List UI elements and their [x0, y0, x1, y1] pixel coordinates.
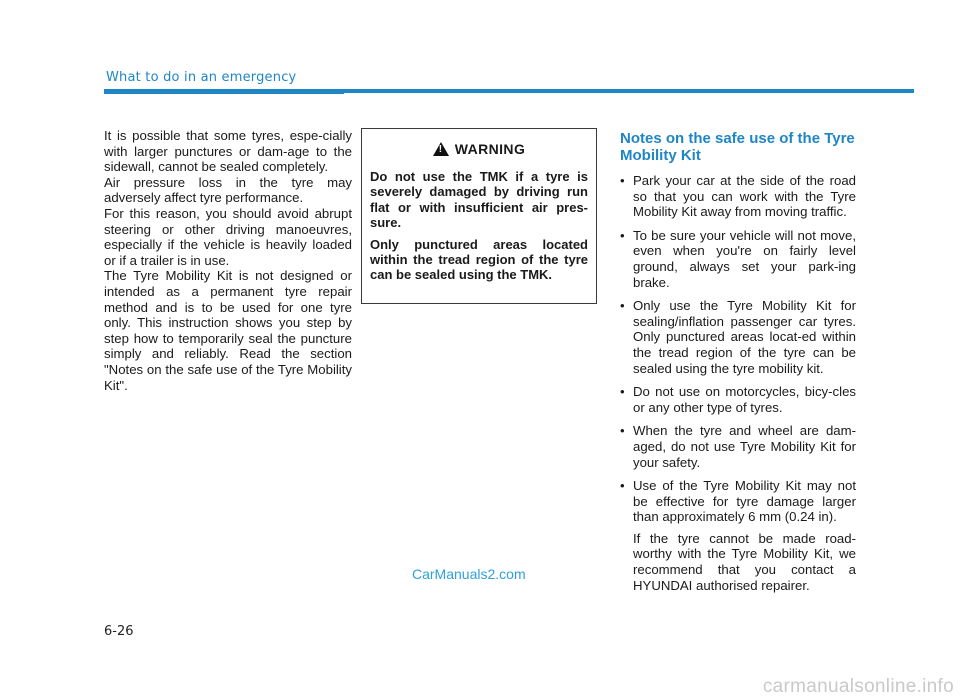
left-column [104, 128, 352, 393]
warning-label: WARNING [454, 141, 526, 157]
warning-box [361, 128, 597, 304]
warning-header [362, 133, 596, 165]
warning-triangle-icon [433, 142, 449, 156]
notes-section-title: Notes on the safe use of the Tyre Mobility Kit [620, 130, 855, 164]
left-paragraph-1: It is possible that some tyres, espe-cially with larger punctures or dam-age to the sidewall, cannot be sealed completely. [104, 128, 352, 175]
closing-note: If the tyre cannot be made road-worthy with the Tyre Mobility Kit, we recommend that you contact a HYUNDAI authorised repairer. [633, 530, 856, 593]
footer-watermark: carmanualsonline.info [762, 676, 954, 697]
header-rule [104, 89, 914, 93]
warning-body [362, 165, 596, 283]
page-number: 6-26 [104, 624, 134, 639]
left-paragraph-4: The Tyre Mobility Kit is not designed or intended as a permanent tyre repair method and is to be used for one tyre only. This instruction shows you step by step how to temporarily seal the puncture simply and reliably. Read the section "Notes on the safe use of the Tyre Mobility Kit". [104, 268, 352, 393]
list-item: • Park your car at the side of the road so that you can work with the Tyre Mobility Kit away from moving traffic. [620, 173, 856, 220]
warning-paragraph-2: Only punctured areas located within the tread region of the tyre can be sealed using the TMK. [370, 236, 588, 283]
list-item: • Only use the Tyre Mobility Kit for sealing/inflation passenger car tyres. Only punctured areas locat-ed within the tread region of the tyre can be sealed using the tyre mobility kit. [620, 298, 856, 376]
list-item: • Do not use on motorcycles, bicy-cles or any other type of tyres. [620, 384, 856, 415]
right-column [620, 130, 856, 601]
list-item: • To be sure your vehicle will not move, even when you're on fairly level ground, always set your park-ing brake. [620, 228, 856, 290]
left-paragraph-3: For this reason, you should avoid abrupt steering or other driving manoeuvres, especially if the vehicle is heavily loaded or if a trailer is in use. [104, 205, 352, 268]
watermark-link[interactable]: CarManuals2.com [412, 566, 526, 582]
list-item: • When the tyre and wheel are dam-aged, do not use Tyre Mobility Kit for your safety. [620, 423, 856, 470]
list-item: • Use of the Tyre Mobility Kit may not be effective for tyre damage larger than approximately 6 mm (0.24 in). [620, 478, 856, 525]
section-header-title: What to do in an emergency [106, 70, 297, 85]
notes-bullet-list [620, 173, 856, 593]
header-rule-accent [104, 89, 344, 94]
warning-paragraph-1: Do not use the TMK if a tyre is severely damaged by driving run flat or with insufficient air pres-sure. [370, 169, 588, 231]
left-paragraph-2: Air pressure loss in the tyre may adversely affect tyre performance. [104, 174, 352, 206]
